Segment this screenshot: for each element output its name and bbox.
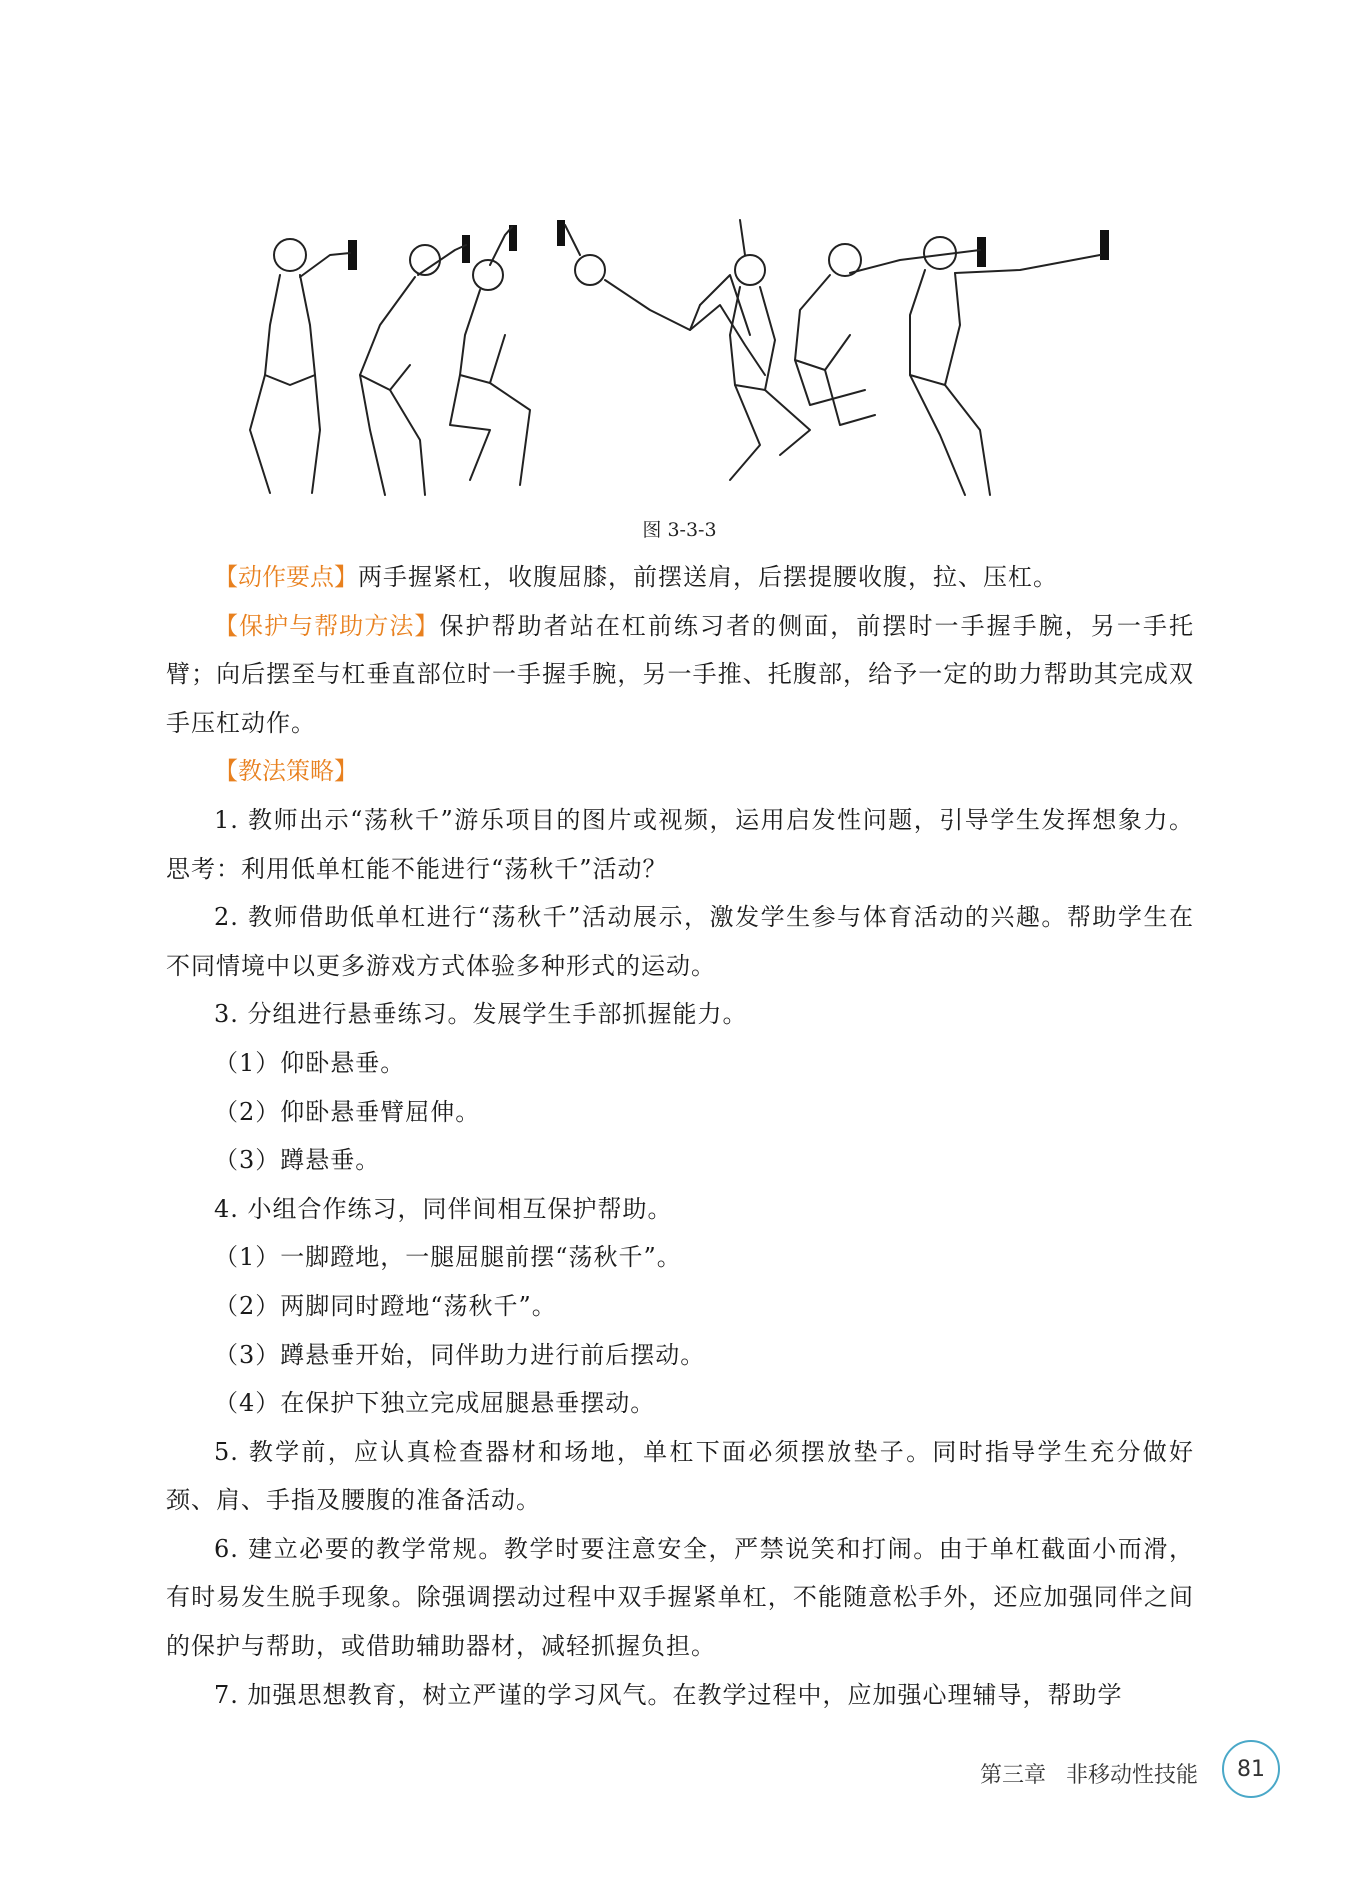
section-action-points [166,553,1194,602]
list-item: 2. 教师借助低单杠进行“荡秋千”活动展示，激发学生参与体育活动的兴趣。帮助学生在不同情境中以更多游戏方式体验多种形式的运动。 [166,903,1194,980]
list-item: （2）仰卧悬垂臂屈伸。 [214,1097,481,1126]
section-protection-methods [166,602,1194,748]
list-item: （3）蹲悬垂开始，同伴助力进行前后摆动。 [214,1340,706,1369]
running-footer [980,1758,1198,1789]
section-teaching-strategy [166,747,1194,796]
list-item: 6. 建立必要的教学常规。教学时要注意安全，严禁说笑和打闹。由于单杠截面小而滑，有时易发生脱手现象。除强调摆动过程中双手握紧单杠，不能随意松手外，还应加强同伴之间的保护与帮助，或借助辅助器材，减轻抓握负担。 [166,1534,1194,1661]
list-item: 3. 分组进行悬垂练习。发展学生手部抓握能力。 [214,1000,748,1029]
chapter-label: 第三章 [980,1763,1047,1788]
section-label: 【教法策略】 [214,757,358,786]
gymnast-swing-sequence-illustration [220,215,1140,500]
list-item: （1）一脚蹬地，一腿屈腿前摆“荡秋千”。 [214,1243,682,1272]
list-item: 5. 教学前，应认真检查器材和场地，单杠下面必须摆放垫子。同时指导学生充分做好颈、肩、手指及腰腹的准备活动。 [166,1437,1194,1515]
figure-drawing [220,215,1140,500]
list-item: （1）仰卧悬垂。 [214,1048,406,1077]
section-label: 【动作要点】 [214,563,358,591]
list-item: 1. 教师出示“荡秋千”游乐项目的图片或视频，运用启发性问题，引导学生发挥想象力。思考：利用低单杠能不能进行“荡秋千”活动？ [166,805,1194,883]
section-label: 【保护与帮助方法】 [214,611,440,640]
page-body [166,553,1194,1719]
figure-caption: 图 3-3-3 [642,519,717,541]
list-item: 4. 小组合作练习，同伴间相互保护帮助。 [214,1194,673,1223]
page-number: 81 [1222,1740,1280,1798]
section-text: 保护帮助者站在杠前练习者的侧面，前摆时一手握手腕，另一手托臂；向后摆至与杠垂直部位时一手握手腕，另一手推、托腹部，给予一定的助力帮助其完成双手压杠动作。 [166,611,1195,737]
list-item: （4）在保护下独立完成屈腿悬垂摆动。 [214,1389,656,1418]
list-item: （3）蹲悬垂。 [214,1146,381,1175]
list-item: （2）两脚同时蹬地“荡秋千”。 [214,1291,557,1320]
chapter-title: 非移动性技能 [1066,1763,1199,1788]
list-item: 7. 加强思想教育，树立严谨的学习风气。在教学过程中，应加强心理辅导，帮助学 [214,1680,1123,1709]
section-text: 两手握紧杠，收腹屈膝，前摆送肩，后摆提腰收腹，拉、压杠。 [358,563,1058,591]
